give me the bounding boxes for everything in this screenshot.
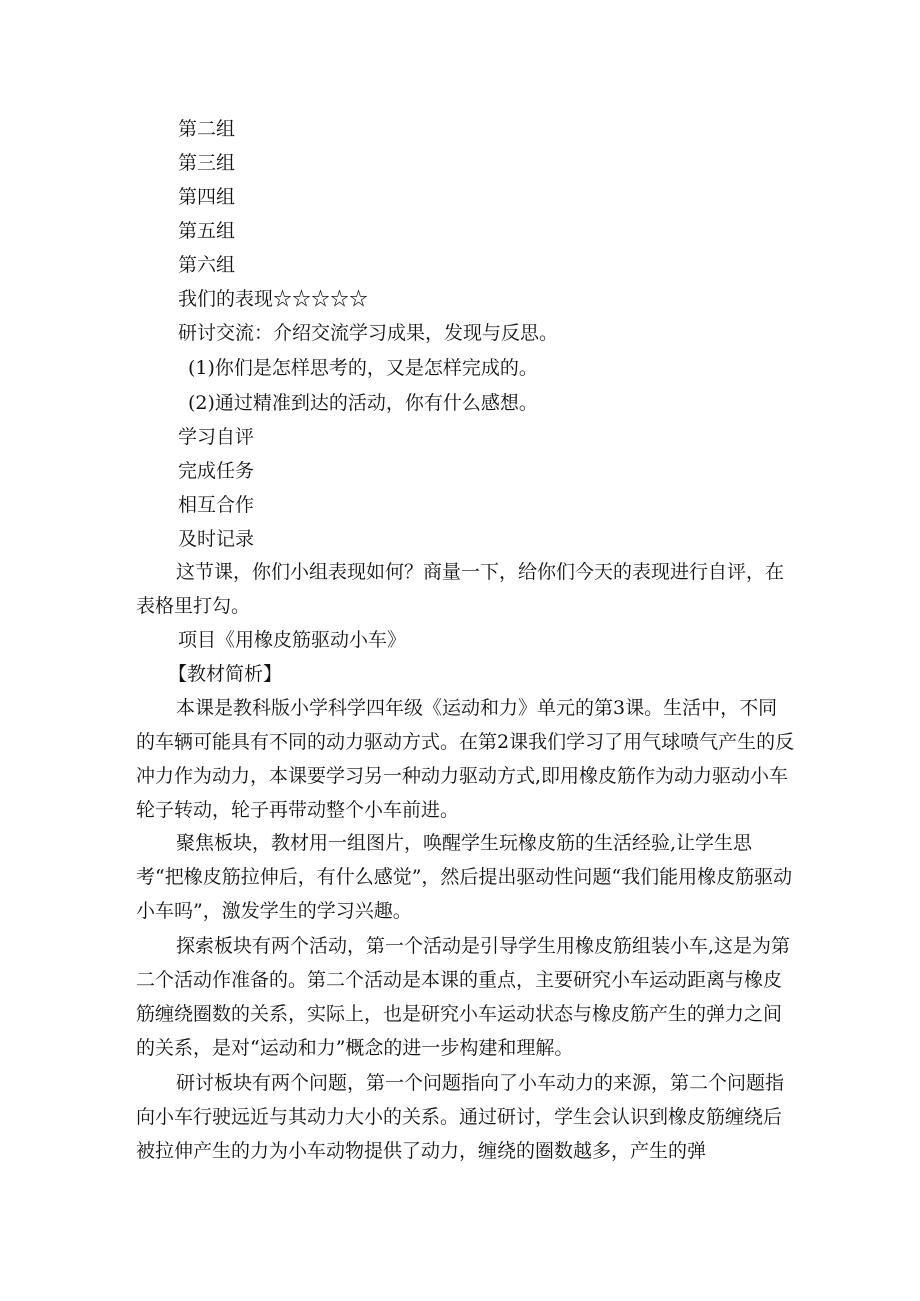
body-paragraph: 探索板块有两个活动，第一个活动是引导学生用橡皮筋组装小车,这是为第二个活动作准备的。第二个活动是本课的重点，主要研究小车运动距离与橡皮筋缠绕圈数的关系，实际上，也是研究小车运动状态与橡皮筋产生的弹力之间的关系，是对“运动和力”概念的进一步构建和理解。: [136, 935, 791, 1059]
performance-rating: 我们的表现☆☆☆☆☆: [178, 288, 369, 310]
group-label: 第二组: [178, 118, 236, 140]
project-title: 项目《用橡皮筋驱动小车》: [178, 629, 407, 651]
group-label: 第六组: [178, 254, 236, 276]
group-label: 第五组: [178, 220, 236, 242]
body-paragraph: 研讨板块有两个问题，第一个问题指向了小车动力的来源，第二个问题指向小车行驶远近与其动力大小的关系。通过研讨，学生会认识到橡皮筋缠绕后被拉伸产生的力为小车动物提供了动力，缠绕的圈数越多，产生的弹: [136, 1072, 785, 1162]
section-heading: 【教材简析】: [168, 663, 283, 685]
body-paragraph: 聚焦板块，教材用一组图片，唤醒学生玩橡皮筋的生活经验,让学生思考“把橡皮筋拉伸后，有什么感觉”，然后提出驱动性问题“我们能用橡皮筋驱动小车吗”，激发学生的学习兴趣。: [136, 832, 793, 922]
self-eval-item: 相互合作: [178, 494, 255, 516]
discussion-question: (2)通过精准到达的活动，你有什么感想。: [188, 392, 538, 414]
self-eval-title: 学习自评: [178, 426, 255, 448]
instruction-text: 这节课，你们小组表现如何？商量一下，给你们今天的表现进行自评，在表格里打勾。: [136, 561, 785, 617]
group-label: 第三组: [178, 152, 236, 174]
discussion-question: (1)你们是怎样思考的，又是怎样完成的。: [188, 357, 538, 379]
self-eval-item: 完成任务: [178, 460, 255, 482]
discussion-title: 研讨交流：介绍交流学习成果，发现与反思。: [178, 322, 559, 344]
self-eval-item: 及时记录: [178, 528, 255, 550]
group-label: 第四组: [178, 186, 236, 208]
body-paragraph: 本课是教科版小学科学四年级《运动和力》单元的第3课。生活中，不同的车辆可能具有不同的动力驱动方式。在第2课我们学习了用气球喷气产生的反冲力作为动力，本课要学习另一种动力驱动方式,即用橡皮筋作为动力驱动小车轮子转动，轮子再带动整个小车前进。: [136, 697, 795, 821]
